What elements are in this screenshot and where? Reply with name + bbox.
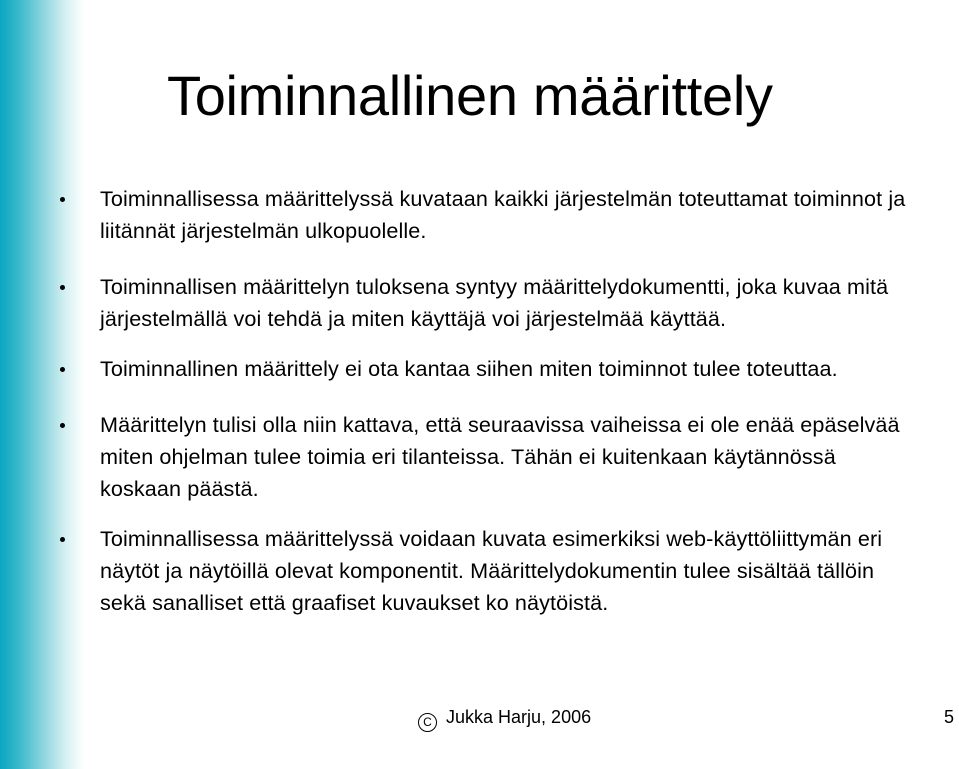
footer-copyright [418, 705, 591, 732]
bullet-item-5 [60, 523, 920, 619]
bullet-text-5: Toiminnallisessa määrittelyssä voidaan kuvata esimerkiksi web-käyttöliittymän eri näytöt ja näytöillä olevat komponentit. Määrittelydokumentin tulee sisältää tällöin sekä sanalliset että graafiset kuvaukset ko näytöistä. [100, 526, 883, 615]
bullet-dot-icon [60, 197, 65, 202]
bullet-text-2: Toiminnallisen määrittelyn tuloksena syntyy määrittelydokumentti, joka kuvaa mitä järjestelmällä voi tehdä ja miten käyttäjä voi järjestelmää käyttää. [100, 274, 889, 331]
bullet-item-3 [60, 353, 920, 385]
bullet-dot-icon [60, 537, 65, 542]
slide-title: Toiminnallinen määrittely [167, 64, 773, 127]
bullet-text-1: Toiminnallisessa määrittelyssä kuvataan kaikki järjestelmän toteuttamat toiminnot ja liitännät järjestelmän ulkopuolelle. [100, 186, 906, 243]
bullet-text-4: Määrittelyn tulisi olla niin kattava, että seuraavissa vaiheissa ei ole enää epäselvää miten ohjelman tulee toimia eri tilanteissa. Tähän ei kuitenkaan käytännössä koskaan päästä. [100, 412, 900, 501]
bullet-dot-icon [60, 423, 65, 428]
copyright-icon: C [418, 713, 437, 732]
bullet-item-4 [60, 409, 920, 505]
bullet-item-2 [60, 271, 920, 335]
bullet-list [60, 183, 920, 643]
bullet-dot-icon [60, 285, 65, 290]
footer-author: Jukka Harju, 2006 [446, 707, 592, 727]
page-number: 5 [944, 707, 955, 727]
bullet-text-3: Toiminnallinen määrittely ei ota kantaa siihen miten toiminnot tulee toteuttaa. [100, 356, 838, 381]
bullet-item-1 [60, 183, 920, 247]
bullet-dot-icon [60, 367, 65, 372]
